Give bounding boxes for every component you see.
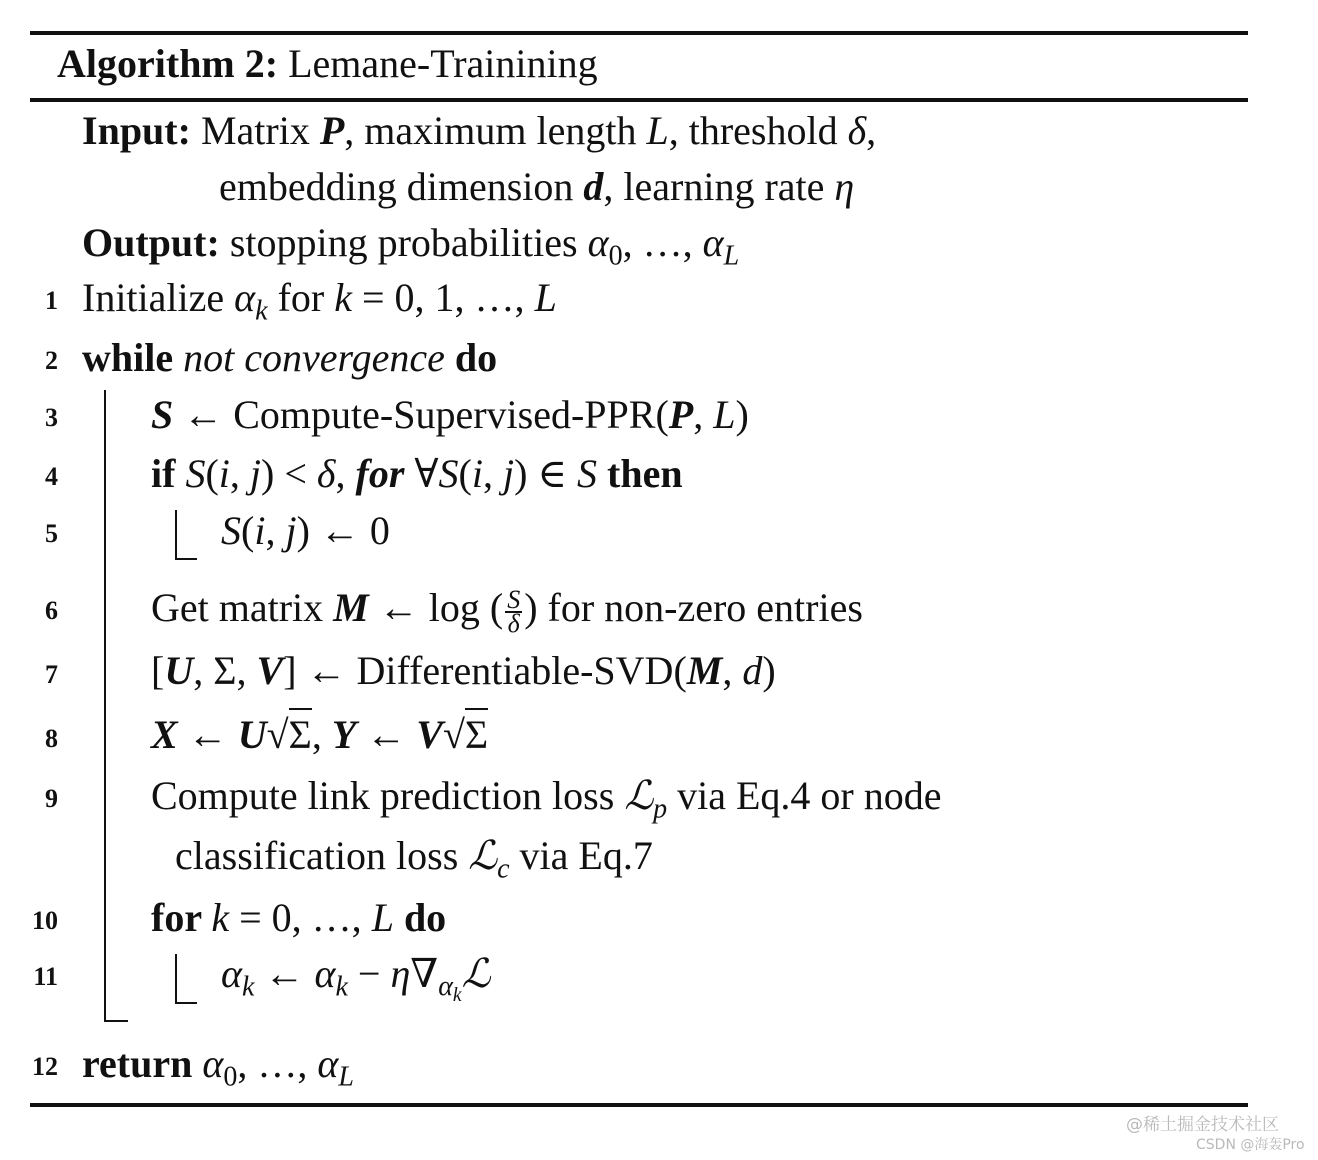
fraction-denominator: δ — [507, 608, 520, 638]
step-8 — [151, 711, 488, 759]
subscript: L — [723, 240, 740, 272]
text: − — [347, 951, 391, 996]
subscript: k — [452, 985, 462, 1007]
step-11 — [221, 950, 491, 1007]
text: Get matrix — [151, 585, 334, 630]
line-number: 2 — [45, 346, 58, 375]
math-var: d — [742, 648, 763, 693]
keyword: while — [82, 335, 184, 380]
text: ) for non-zero entries — [524, 585, 863, 630]
if-block-bar — [175, 510, 177, 560]
text: Initialize — [82, 275, 235, 320]
math-var: α — [317, 1041, 339, 1086]
math-var: α — [202, 1041, 224, 1086]
subscript: p — [653, 793, 668, 825]
math-var: i — [218, 451, 230, 496]
square-root — [267, 711, 312, 759]
keyword: for — [355, 451, 405, 496]
math-var: j — [502, 451, 515, 496]
subscript: k — [255, 295, 268, 327]
math-var: M — [333, 585, 369, 630]
line-number: 11 — [33, 962, 58, 991]
radical-sign: √ — [266, 712, 289, 757]
line-number: 9 — [45, 784, 58, 813]
text: ← log ( — [368, 585, 504, 630]
math-var: α — [438, 971, 453, 1003]
text: ← — [254, 951, 315, 996]
step-1 — [82, 274, 557, 327]
line-number: 3 — [45, 403, 58, 432]
square-root — [443, 711, 488, 759]
step-12 — [82, 1040, 354, 1093]
keyword: return — [82, 1041, 203, 1086]
line-number: 10 — [32, 906, 58, 935]
text: , — [693, 392, 714, 437]
line-number: 4 — [45, 462, 58, 491]
math-var: L — [713, 392, 736, 437]
math-var: S — [185, 451, 206, 496]
math-var: P — [668, 392, 694, 437]
keyword: then — [597, 451, 683, 496]
text: , …, — [237, 1041, 318, 1086]
math-var: d — [583, 164, 604, 209]
header-rule — [30, 98, 1248, 102]
math-var: j — [249, 451, 262, 496]
text: , — [311, 712, 332, 757]
math-var: i — [471, 451, 483, 496]
math-var: L — [534, 275, 557, 320]
text: ) ∈ — [514, 451, 578, 496]
text: via Eq.4 or node — [667, 773, 942, 818]
line-number: 6 — [45, 596, 58, 625]
subscript: k — [242, 971, 255, 1003]
text: , Σ, — [193, 648, 257, 693]
subscript: k — [335, 971, 348, 1003]
math-var: ℒ — [624, 773, 654, 818]
text: ( — [458, 451, 472, 496]
text: ( — [241, 508, 255, 553]
text: , — [335, 451, 356, 496]
text: , threshold — [668, 108, 848, 153]
math-var: L — [646, 108, 669, 153]
line-number: 8 — [45, 724, 58, 753]
text: ∀ — [404, 451, 439, 496]
math-var: α — [702, 220, 724, 265]
step-3 — [151, 391, 749, 439]
text: , — [229, 451, 250, 496]
condition: not convergence — [183, 335, 445, 380]
output-label: Output: — [82, 220, 220, 265]
math-var: V — [256, 648, 284, 693]
input-line-2 — [219, 163, 854, 211]
step-10 — [151, 894, 446, 942]
math-var: η — [390, 951, 411, 996]
step-7 — [151, 647, 776, 695]
algorithm-label: Algorithm 2: — [57, 41, 279, 86]
fraction — [505, 584, 522, 638]
text: ] ← Differentiable-SVD( — [283, 648, 687, 693]
text: , — [482, 451, 503, 496]
step-4 — [151, 450, 683, 498]
step-5 — [221, 507, 390, 555]
math-var: P — [319, 108, 345, 153]
subscript: 0 — [223, 1061, 238, 1093]
math-var: L — [371, 895, 394, 940]
math-var: U — [164, 648, 194, 693]
math-var: α — [314, 951, 336, 996]
math-var: Y — [331, 712, 357, 757]
text: ) — [762, 648, 776, 693]
subscript: L — [338, 1061, 354, 1093]
step-9-line-2 — [175, 832, 653, 885]
text: , — [265, 508, 286, 553]
text: , — [722, 648, 743, 693]
math-var: M — [686, 648, 723, 693]
math-var: S — [577, 451, 598, 496]
text: ← — [356, 712, 417, 757]
keyword: do — [393, 895, 447, 940]
math-var: α — [234, 275, 256, 320]
input-label: Input: — [82, 108, 191, 153]
subscript: c — [497, 853, 510, 885]
text: ) ← 0 — [296, 508, 390, 553]
math-var: X — [151, 712, 178, 757]
algorithm-title — [57, 38, 598, 90]
text: , maximum length — [344, 108, 647, 153]
watermark-juejin: @稀土掘金技术社区 — [1126, 1115, 1279, 1135]
keyword: do — [444, 335, 498, 380]
algorithm-name: Lemane-Trainining — [288, 41, 598, 86]
for-block-end — [175, 1002, 197, 1004]
math-var: S — [221, 508, 241, 553]
line-number: 5 — [45, 519, 58, 548]
text: = 0, …, — [229, 895, 372, 940]
text: = 0, 1, …, — [352, 275, 535, 320]
while-block-end — [104, 1020, 128, 1022]
math-var: δ — [847, 108, 867, 153]
text: embedding dimension — [219, 164, 584, 209]
subscript — [438, 971, 462, 1007]
while-block-bar — [104, 390, 106, 1022]
text: , learning rate — [603, 164, 835, 209]
radical-sign: √ — [442, 712, 465, 757]
line-number: 7 — [45, 660, 58, 689]
math-var: δ — [316, 451, 336, 496]
text: via Eq.7 — [509, 833, 653, 878]
watermark-csdn: CSDN @海轰Pro — [1196, 1137, 1305, 1153]
for-block-bar — [175, 954, 177, 1004]
step-9-line-1 — [151, 772, 942, 825]
text: Matrix — [200, 108, 320, 153]
top-rule — [30, 31, 1248, 35]
math-var: i — [254, 508, 266, 553]
output-line — [82, 219, 740, 272]
text: ← — [177, 712, 238, 757]
text: , …, — [622, 220, 703, 265]
line-number: 1 — [45, 286, 58, 315]
radicand: Σ — [289, 708, 312, 757]
math-var: α — [221, 951, 242, 996]
math-var: ℒ — [468, 833, 498, 878]
text: for — [267, 275, 335, 320]
math-var: α — [587, 220, 609, 265]
math-var: j — [285, 508, 297, 553]
radicand: Σ — [465, 708, 488, 757]
text: ( — [205, 451, 219, 496]
math-var: k — [334, 275, 352, 320]
text: ) — [735, 392, 749, 437]
math-var: S — [151, 392, 174, 437]
nabla-symbol: ∇ — [410, 951, 439, 996]
math-var: U — [237, 712, 267, 757]
text: Compute link prediction loss — [151, 773, 625, 818]
subscript: 0 — [608, 240, 623, 272]
math-var: k — [211, 895, 230, 940]
math-var: ℒ — [461, 951, 491, 996]
text: [ — [151, 648, 165, 693]
math-var: V — [416, 712, 443, 757]
keyword: if — [151, 451, 186, 496]
if-block-end — [175, 558, 197, 560]
input-line-1 — [82, 107, 876, 155]
math-var: S — [438, 451, 459, 496]
step-2 — [82, 334, 497, 382]
fraction-numerator: S — [507, 584, 521, 614]
keyword: for — [151, 895, 212, 940]
step-6 — [151, 584, 863, 638]
text: , — [866, 108, 877, 153]
bottom-rule — [30, 1103, 1248, 1107]
text: stopping probabilities — [229, 220, 588, 265]
text: ← Compute-Supervised-PPR( — [173, 392, 669, 437]
text: ) < — [261, 451, 317, 496]
line-number: 12 — [32, 1052, 58, 1081]
math-var: η — [834, 164, 855, 209]
text: classification loss — [175, 833, 469, 878]
